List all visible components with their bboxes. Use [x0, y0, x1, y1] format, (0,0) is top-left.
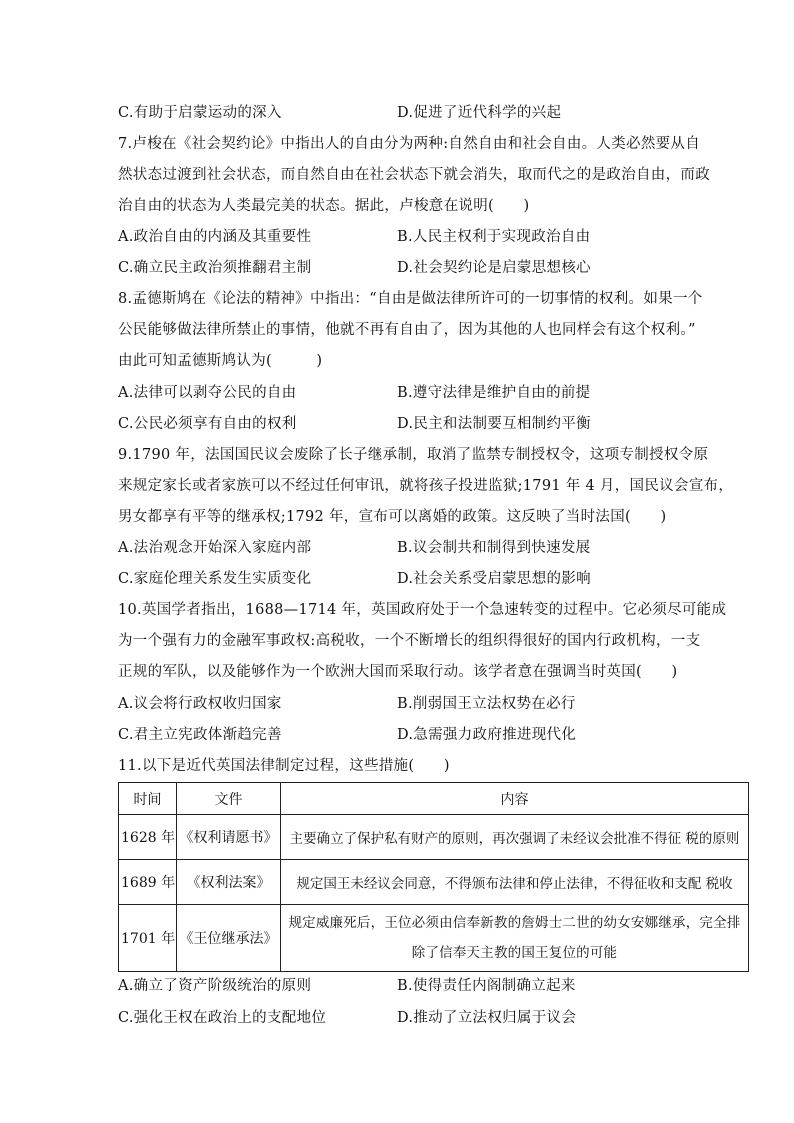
q8-stem-line-1: 8.孟德斯鸠在《论法的精神》中指出：“自由是做法律所许可的一切事情的权利。如果一个	[118, 291, 703, 307]
q9-stem-line-1: 9.1790 年，法国国民议会废除了长子继承制，取消了监禁专制授权令，这项专制授权令原	[118, 447, 709, 463]
law-history-table	[118, 782, 749, 972]
q7-stem-line-2: 然状态过渡到社会状态，而自然自由在社会状态下就会消失，取而代之的是政治自由，而政	[118, 167, 710, 183]
header-content: 内容	[281, 783, 749, 815]
cell-time: 1701 年	[119, 905, 177, 972]
table-row	[119, 815, 749, 860]
cell-time: 1628 年	[119, 815, 177, 860]
q8-option-a: A.法律可以剥夺公民的自由	[118, 385, 297, 401]
q10-stem-line-1: 10.英国学者指出，1688—1714 年，英国政府处于一个急速转变的过程中。它必须尽可能成	[118, 602, 727, 618]
q10-option-a: A.议会将行政权收归国家	[118, 696, 282, 712]
table-row	[119, 905, 749, 972]
q8-stem-line-3: 由此可知孟德斯鸠认为( )	[118, 353, 323, 369]
q11-option-c: C.强化王权在政治上的支配地位	[118, 1010, 327, 1026]
q11-option-a: A.确立了资产阶级统治的原则	[118, 978, 312, 994]
q9-stem-line-2: 来规定家长或者家族可以不经过任何审讯，就将孩子投进监狱;1791 年 4 月，国民议会宣布，	[118, 478, 734, 494]
cell-document: 《王位继承法》	[177, 905, 281, 972]
header-document: 文件	[177, 783, 281, 815]
cell-time: 1689 年	[119, 860, 177, 905]
q6-option-c: C.有助于启蒙运动的深入	[118, 105, 282, 121]
q6-option-d: D.促进了近代科学的兴起	[397, 105, 562, 121]
table-row	[119, 860, 749, 905]
table-header-row	[119, 783, 749, 815]
cell-content: 规定威廉死后，王位必须由信奉新教的詹姆士二世的幼女安娜继承，完全排除了信奉天主教的国王复位的可能	[281, 905, 749, 972]
cell-content: 主要确立了保护私有财产的原则，再次强调了未经议会批准不得征 税的原则	[281, 815, 749, 860]
q10-option-c: C.君主立宪政体渐趋完善	[118, 727, 282, 743]
cell-document: 《权利法案》	[177, 860, 281, 905]
q9-stem-line-3: 男女都享有平等的继承权;1792 年，宣布可以离婚的政策。这反映了当时法国( )	[118, 509, 667, 525]
q8-option-b: B.遵守法律是维护自由的前提	[397, 385, 591, 401]
q10-option-d: D.急需强力政府推进现代化	[397, 727, 577, 743]
q7-option-a: A.政治自由的内涵及其重要性	[118, 229, 312, 245]
header-time: 时间	[119, 783, 177, 815]
q9-option-d: D.社会关系受启蒙思想的影响	[397, 571, 591, 587]
cell-content: 规定国王未经议会同意，不得颁布法律和停止法律，不得征收和支配 税收	[281, 860, 749, 905]
q7-stem-line-1: 7.卢梭在《社会契约论》中指出人的自由分为两种:自然自由和社会自由。人类必然要从自	[118, 136, 701, 152]
q10-option-b: B.削弱国王立法权势在必行	[397, 696, 576, 712]
q10-stem-line-2: 为一个强有力的金融军事政权:高税收，一个不断增长的组织得很好的国内行政机构，一支	[118, 633, 701, 649]
q7-option-d: D.社会契约论是启蒙思想核心	[397, 260, 591, 276]
cell-document: 《权利请愿书》	[177, 815, 281, 860]
q11-stem: 11.以下是近代英国法律制定过程，这些措施( )	[118, 758, 450, 774]
q8-option-d: D.民主和法制要互相制约平衡	[397, 416, 591, 432]
q8-stem-line-2: 公民能够做法律所禁止的事情，他就不再有自由了，因为其他的人也同样会有这个权利。”	[118, 322, 696, 338]
q7-option-b: B.人民主权利于实现政治自由	[397, 229, 591, 245]
q7-stem-line-3: 治自由的状态为人类最完美的状态。据此，卢梭意在说明( )	[118, 198, 530, 214]
q11-option-d: D.推动了立法权归属于议会	[397, 1010, 577, 1026]
q8-option-c: C.公民必须享有自由的权利	[118, 416, 297, 432]
q9-option-b: B.议会制共和制得到快速发展	[397, 540, 591, 556]
q7-option-c: C.确立民主政治须推翻君主制	[118, 260, 312, 276]
q11-option-b: B.使得责任内阁制确立起来	[397, 978, 576, 994]
q9-option-a: A.法治观念开始深入家庭内部	[118, 540, 312, 556]
q10-stem-line-3: 正规的军队，以及能够作为一个欧洲大国而采取行动。该学者意在强调当时英国( )	[118, 664, 678, 680]
q9-option-c: C.家庭伦理关系发生实质变化	[118, 571, 312, 587]
